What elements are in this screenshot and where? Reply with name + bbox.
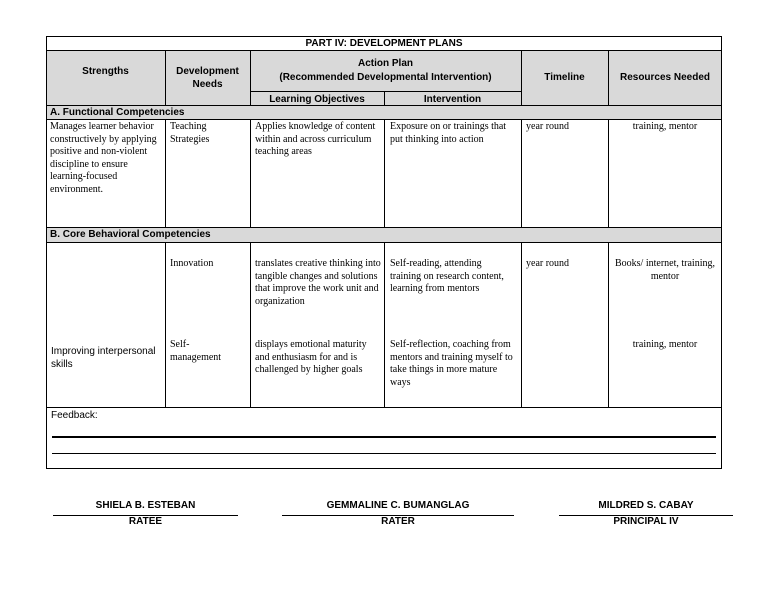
feedback-line — [52, 453, 716, 454]
section-a-need: Teaching Strategies — [170, 121, 210, 145]
section-b-need-2: Self-management — [170, 339, 222, 363]
rule — [46, 227, 722, 228]
signature-role-principal: PRINCIPAL IV — [613, 516, 679, 527]
rule — [165, 119, 166, 227]
rule — [46, 407, 722, 408]
header-strengths: Strengths — [82, 66, 129, 77]
header-action-plan: Action Plan — [357, 58, 413, 69]
section-a-title: A. Functional Competencies — [50, 107, 185, 118]
section-b-timeline-1: year round — [526, 258, 570, 269]
header-resources-needed: Resources Needed — [619, 72, 711, 83]
rule — [165, 242, 166, 407]
rule — [250, 242, 251, 407]
rule — [384, 119, 385, 227]
section-b-title: B. Core Behavioral Competencies — [50, 229, 211, 240]
section-b-intervention-2: Self-reflection, coaching from mentors and training myself to take things in more mature ways — [390, 339, 513, 388]
signature-name-ratee: SHIELA B. ESTEBAN — [95, 500, 196, 511]
rule — [250, 119, 251, 227]
section-b-objective-2: displays emotional maturity and enthusiasm for and is challenged by higher goals — [255, 339, 367, 375]
part-title: PART IV: DEVELOPMENT PLANS — [305, 38, 463, 49]
header-development-needs: Development Needs — [176, 66, 239, 90]
signature-role-rater: RATER — [381, 516, 415, 527]
signature-name-rater: GEMMALINE C. BUMANGLAG — [326, 500, 470, 511]
rule — [521, 119, 522, 227]
section-a-timeline: year round — [526, 121, 570, 132]
section-b-intervention-1: Self-reading, attending training on research content, learning from mentors — [390, 258, 504, 294]
rule — [46, 50, 722, 51]
rule — [608, 242, 609, 407]
section-a-intervention: Exposure on or trainings that put thinking into action — [390, 121, 507, 145]
rule — [608, 119, 609, 227]
section-a-resources: training, mentor — [632, 121, 698, 132]
feedback-line — [52, 436, 716, 438]
header-action-plan-sub: (Recommended Developmental Intervention) — [279, 72, 492, 83]
section-b-need-1: Innovation — [170, 258, 214, 269]
signature-name-principal: MILDRED S. CABAY — [598, 500, 694, 511]
feedback-label: Feedback: — [51, 410, 98, 421]
header-learning-objectives: Learning Objectives — [269, 94, 365, 105]
rule — [250, 91, 521, 92]
section-b-objective-1: translates creative thinking into tangible changes and solutions that improve the work unit and organization — [255, 258, 381, 307]
section-a-objective: Applies knowledge of content within and across curriculum teaching areas — [255, 121, 376, 157]
rule — [521, 242, 522, 407]
section-b-strength: Improving interpersonal skills — [51, 346, 156, 370]
rule — [384, 242, 385, 407]
section-b-resources-2: training, mentor — [632, 339, 698, 350]
signature-role-ratee: RATEE — [128, 516, 163, 527]
header-intervention: Intervention — [423, 94, 482, 105]
section-b-resources-1: Books/ internet, training, mentor — [615, 258, 715, 282]
section-a-strength: Manages learner behavior constructively by applying positive and non-violent discipline to ensure learning-focused environment. — [50, 121, 157, 195]
rule — [165, 50, 166, 106]
header-timeline: Timeline — [544, 72, 585, 83]
